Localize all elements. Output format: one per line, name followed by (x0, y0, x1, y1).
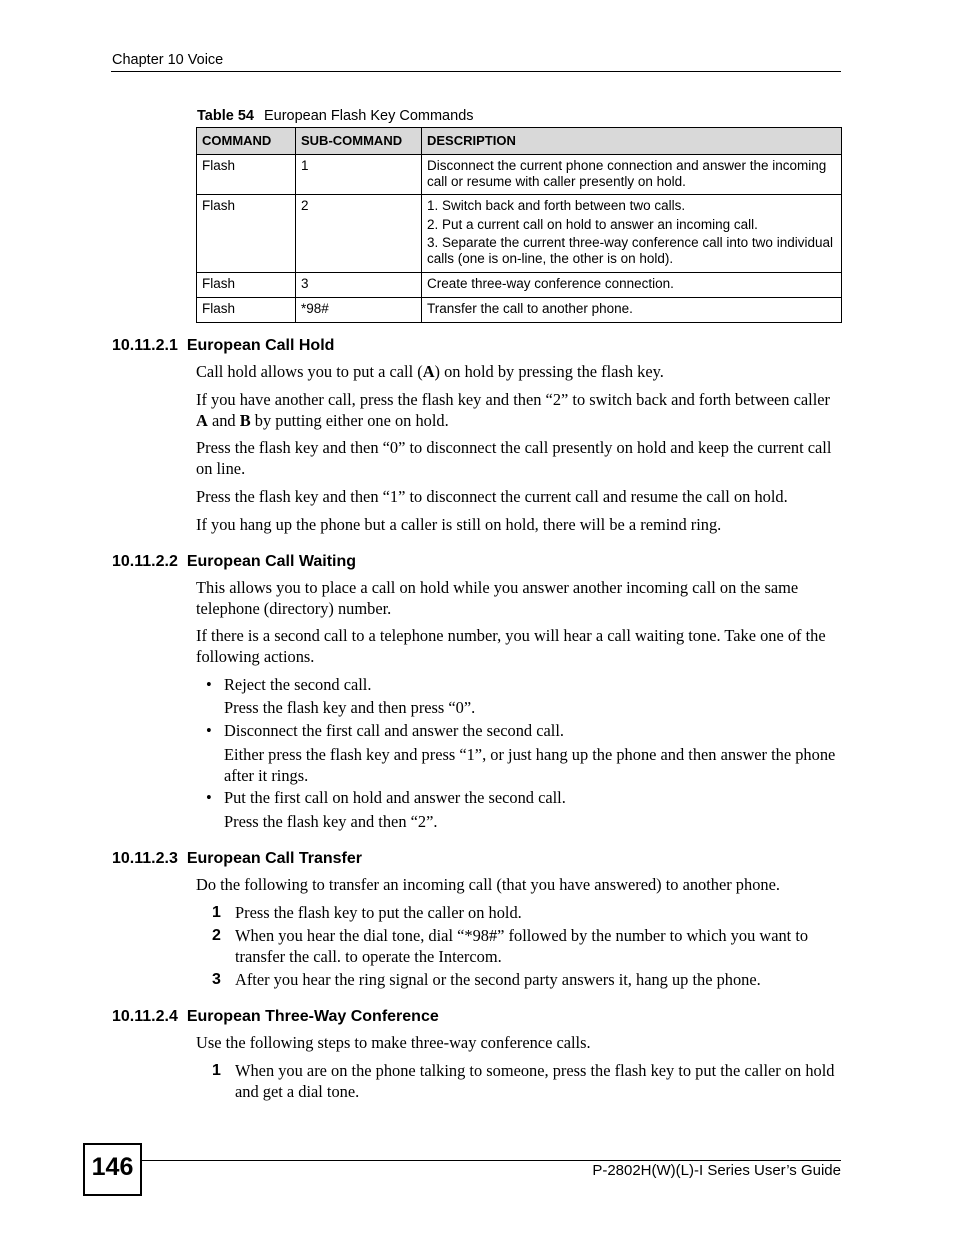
list-item: Disconnect the first call and answer the second call. (224, 721, 564, 740)
description-cell (422, 273, 842, 298)
list-item-detail: Press the flash key and then press “0”. (224, 698, 476, 717)
text-run: and (207, 410, 240, 430)
section-heading-three-way-conference (112, 1008, 439, 1026)
section-number: 10.11.2.2 (112, 553, 178, 570)
call-hold-paragraph-4: Press the flash key and then “1” to disconnect the current call and resume the call on hold. (196, 487, 788, 506)
step-number: 3 (212, 971, 221, 988)
section-number: 10.11.2.4 (112, 1008, 178, 1025)
call-waiting-paragraph-2: If there is a second call to a telephone number, you will hear a call waiting tone. Take one of the following actions. (196, 626, 826, 666)
call-hold-paragraph-3: Press the flash key and then “0” to disconnect the call presently on hold and keep the current call on line. (196, 438, 832, 478)
call-hold-paragraph-5: If you hang up the phone but a caller is still on hold, there will be a remind ring. (196, 515, 722, 534)
header-rule (111, 71, 841, 72)
call-transfer-paragraph-1: Do the following to transfer an incoming call (that you have answered) to another phone. (196, 875, 780, 894)
section-title: European Call Hold (186, 337, 335, 354)
bullet-icon: • (206, 675, 212, 694)
section-number: 10.11.2.3 (112, 850, 178, 867)
description-text: 2. Put a current call on hold to answer an incoming call. (427, 216, 758, 232)
step-number: 2 (212, 927, 221, 944)
section-heading-call-waiting (112, 553, 356, 571)
section-number: 10.11.2.1 (112, 337, 178, 354)
description-text: 3. Separate the current three-way conference call into two individual calls (one is on-line, the other is on hold). (427, 235, 833, 266)
step-text: When you hear the dial tone, dial “*98#” followed by the number to which you want to transfer the call. to operate the Intercom. (235, 926, 809, 966)
section-heading-call-transfer (112, 850, 362, 868)
section-title: European Call Transfer (186, 850, 363, 867)
sub-command-cell: 1 (296, 155, 422, 195)
list-item-detail: Either press the flash key and press “1”, or just hang up the phone and then answer the phone after it rings. (224, 745, 836, 785)
description-text: 1. Switch back and forth between two calls. (427, 198, 686, 213)
caller-b-bold: B (239, 410, 251, 430)
conference-paragraph-1: Use the following steps to make three-way conference calls. (196, 1033, 591, 1052)
call-hold-paragraph-1 (196, 362, 841, 383)
command-cell: Flash (197, 273, 296, 298)
sub-command-cell: 3 (296, 273, 422, 298)
bullet-icon: • (206, 788, 212, 807)
text-run: by putting either one on hold. (250, 410, 449, 430)
column-header-sub-command: SUB-COMMAND (296, 128, 422, 155)
description-cell (422, 195, 842, 273)
column-header-command: COMMAND (197, 128, 296, 155)
step-number: 1 (212, 904, 221, 921)
table-row (197, 195, 842, 273)
description-text: Create three-way conference connection. (427, 276, 674, 291)
table-row (197, 155, 842, 195)
guide-title: P-2802H(W)(L)-I Series User’s Guide (592, 1162, 841, 1179)
text-run: ) on hold by pressing the flash key. (434, 362, 664, 381)
section-title: European Call Waiting (186, 553, 357, 570)
call-hold-paragraph-2 (196, 390, 841, 431)
step-text: Press the flash key to put the caller on hold. (235, 903, 522, 922)
description-text: Transfer the call to another phone. (427, 301, 633, 316)
call-waiting-paragraph-1: This allows you to place a call on hold while you answer another incoming call on the same telephone (directory) number. (196, 578, 799, 618)
section-title: European Three-Way Conference (186, 1008, 439, 1025)
text-run: Call hold allows you to put a call ( (196, 362, 423, 381)
column-header-description: DESCRIPTION (422, 128, 842, 155)
table-caption (197, 108, 474, 124)
table-header-row (197, 128, 842, 155)
list-item: Put the first call on hold and answer the second call. (224, 788, 566, 807)
table-row (197, 298, 842, 323)
flash-key-commands-table (196, 127, 842, 323)
description-cell (422, 298, 842, 323)
text-run: If you have another call, press the flash key and then “2” to switch back and forth between caller (196, 390, 830, 409)
table-caption-title: European Flash Key Commands (263, 108, 474, 124)
section-heading-call-hold (112, 337, 334, 355)
description-cell (422, 155, 842, 195)
description-text: Disconnect the current phone connection and answer the incoming call or resume with caller presently on hold. (427, 158, 827, 189)
chapter-header: Chapter 10 Voice (112, 52, 224, 68)
step-text: When you are on the phone talking to someone, press the flash key to put the caller on hold and get a dial tone. (235, 1061, 835, 1101)
caller-a-bold: A (196, 410, 208, 430)
command-cell: Flash (197, 298, 296, 323)
table-caption-label: Table 54 (197, 108, 254, 124)
sub-command-cell: 2 (296, 195, 422, 273)
list-item: Reject the second call. (224, 675, 372, 694)
command-cell: Flash (197, 155, 296, 195)
page-number-box (83, 1143, 142, 1196)
step-text: After you hear the ring signal or the second party answers it, hang up the phone. (235, 970, 761, 989)
bullet-icon: • (206, 721, 212, 740)
sub-command-cell: *98# (296, 298, 422, 323)
step-number: 1 (212, 1062, 221, 1079)
footer-rule (140, 1160, 841, 1161)
list-item-detail: Press the flash key and then “2”. (224, 812, 438, 831)
command-cell: Flash (197, 195, 296, 273)
caller-a-bold: A (422, 362, 435, 381)
table-row (197, 273, 842, 298)
page-number: 146 (91, 1153, 134, 1181)
